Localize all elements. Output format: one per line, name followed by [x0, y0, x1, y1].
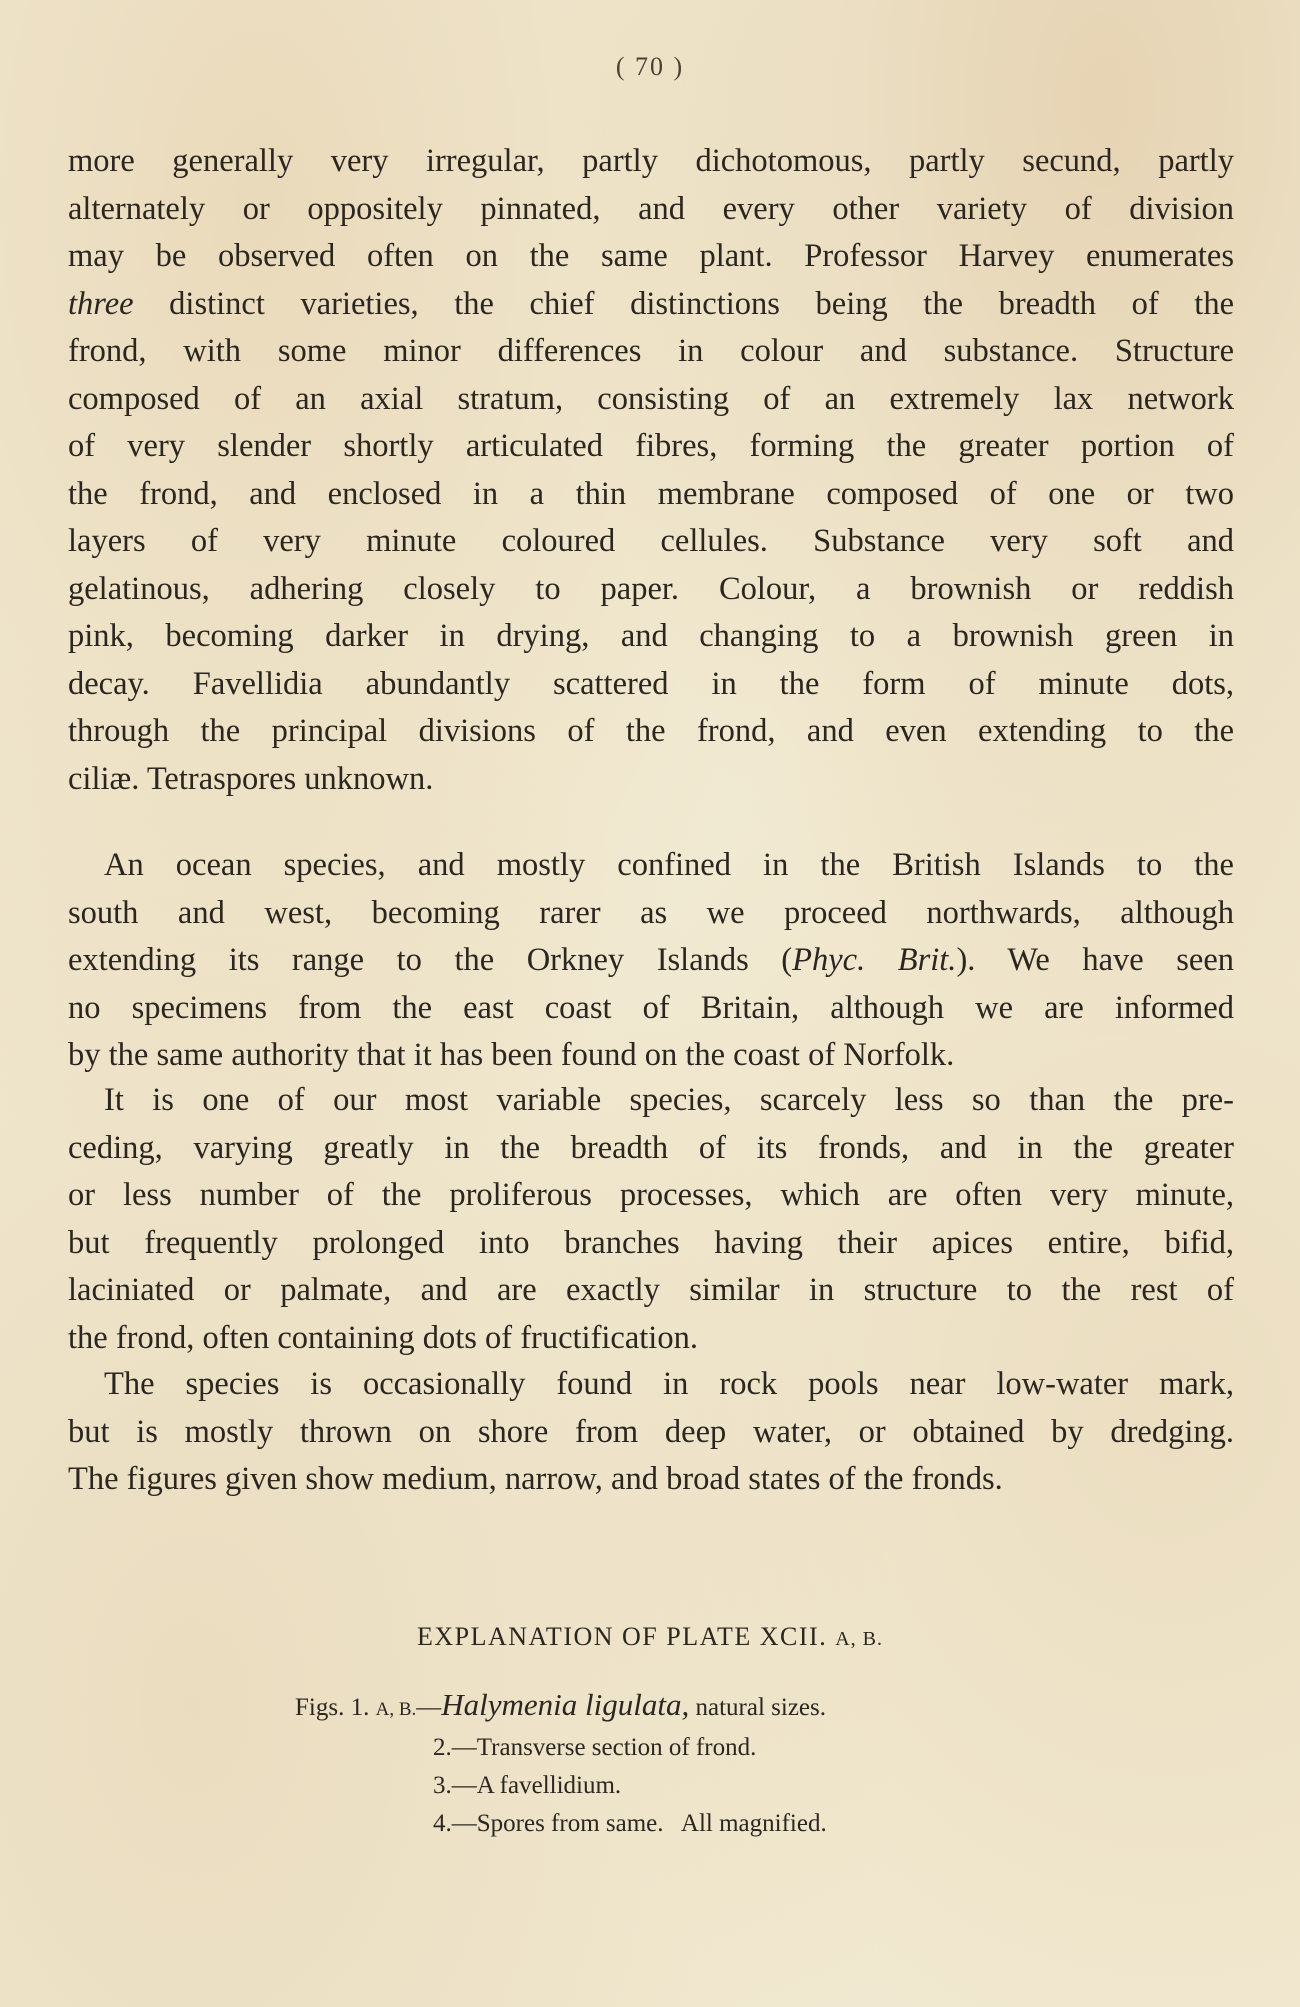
text-line: but frequently prolonged into branches having their apices entire, bifid, — [68, 1224, 1234, 1261]
text-line: frond, with some minor differences in colour and substance. Structure — [68, 333, 1234, 369]
text-line: may be observed often on the same plant. Professor Harvey enumerates — [68, 238, 1234, 274]
text-line: south and west, becoming rarer as we proceed northwards, although — [68, 894, 1234, 931]
text-line-with-italic — [68, 281, 1234, 329]
fig1-dash: — — [416, 1694, 442, 1721]
fig1-letters: A, B. — [375, 1699, 417, 1720]
figure-caption-2: 2.—Transverse section of frond. — [433, 1734, 757, 1761]
figure-list — [295, 1686, 827, 1843]
text-line: but is mostly thrown on shore from deep water, or obtained by dredging. — [68, 1413, 1234, 1450]
text-line: ceding, varying greatly in the breadth of its fronds, and in the greater — [68, 1129, 1234, 1166]
habitat-paragraph — [68, 1361, 1234, 1504]
description-paragraph — [68, 138, 1234, 803]
text-line: or less number of the proliferous processes, which are often very minute, — [68, 1177, 1234, 1213]
species-name: Halymenia ligulata, — [441, 1687, 690, 1722]
figure-caption-3: 3.—A favellidium. — [433, 1772, 622, 1799]
text-line: by the same authority that it has been found on the coast of Norfolk. — [68, 1037, 955, 1073]
page-number: ( 70 ) — [615, 52, 685, 81]
variability-paragraph — [68, 1077, 1234, 1362]
text-line: It is one of our most variable species, scarcely less so than the pre- — [104, 1082, 1234, 1118]
plate-title-suffix: A, B. — [835, 1628, 883, 1650]
text-line: alternately or oppositely pinnated, and every other variety of division — [68, 190, 1234, 227]
plate-explanation-title — [0, 1622, 1300, 1652]
text-line: composed of an axial stratum, consisting of an extremely lax network — [68, 380, 1234, 417]
text-line-with-citation — [68, 937, 1234, 985]
text-segment: ). We have seen — [956, 942, 1234, 978]
text-line: ciliæ. Tetraspores unknown. — [68, 760, 434, 797]
text-segment: distinct varieties, the chief distinctions being the breadth of the — [169, 285, 1234, 322]
text-line: the frond, and enclosed in a thin membrane composed of one or two — [68, 475, 1234, 512]
text-line: The figures given show medium, narrow, and broad states of the fronds. — [68, 1461, 1003, 1497]
text-line: The species is occasionally found in rock pools near low-water mark, — [104, 1366, 1234, 1402]
text-line: layers of very minute coloured cellules. Substance very soft and — [68, 523, 1234, 559]
figure-caption-1 — [295, 1686, 827, 1729]
italic-word: three — [68, 285, 134, 322]
distribution-paragraph — [68, 842, 1234, 1080]
text-line: decay. Favellidia abundantly scattered in the form of minute dots, — [68, 665, 1234, 702]
fig1-prefix: Figs. 1. — [295, 1694, 370, 1721]
text-line: An ocean species, and mostly confined in the British Islands to the — [104, 847, 1234, 883]
plate-title-text: EXPLANATION OF PLATE XCII. — [416, 1622, 828, 1651]
text-line: laciniated or palmate, and are exactly similar in structure to the rest of — [68, 1272, 1234, 1308]
text-line: gelatinous, adhering closely to paper. Colour, a brownish or reddish — [68, 570, 1234, 607]
text-segment: extending its range to the Orkney Islands ( — [68, 942, 793, 978]
text-line: pink, becoming darker in drying, and changing to a brownish green in — [68, 618, 1234, 654]
text-line: more generally very irregular, partly dichotomous, partly secund, partly — [68, 143, 1234, 179]
text-line: the frond, often containing dots of fructification. — [68, 1319, 698, 1356]
figure-caption-4: 4.—Spores from same. All magnified. — [433, 1810, 827, 1837]
text-line: through the principal divisions of the frond, and even extending to the — [68, 713, 1234, 749]
fig1-rest: natural sizes. — [695, 1694, 826, 1721]
citation-italic: Phyc. Brit. — [792, 942, 957, 978]
text-line: no specimens from the east coast of Britain, although we are informed — [68, 989, 1234, 1026]
text-line: of very slender shortly articulated fibres, forming the greater portion of — [68, 428, 1234, 464]
